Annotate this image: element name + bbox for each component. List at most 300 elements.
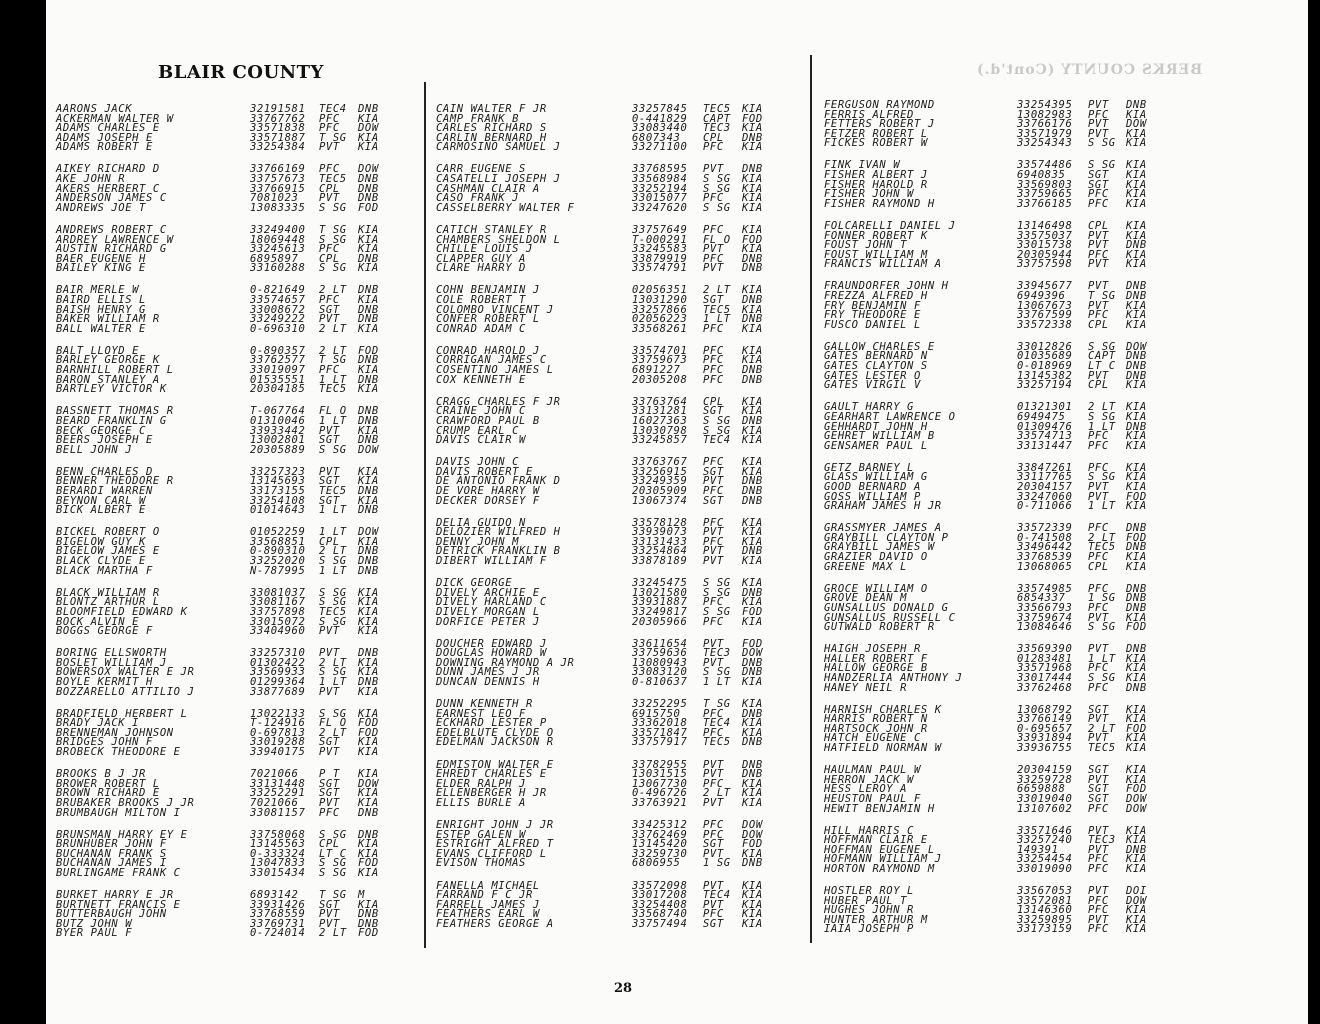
rank: PVT	[319, 625, 340, 638]
status: KIA	[742, 777, 763, 790]
soldier-name: FANELLA MICHAEL	[436, 879, 540, 892]
status: KIA	[742, 284, 763, 297]
service-number: T-067764	[250, 405, 306, 418]
rank: PVT	[703, 243, 724, 256]
status: KIA	[1126, 713, 1147, 726]
status: DNB	[358, 647, 379, 660]
roster-group	[824, 403, 1194, 451]
status: KIA	[742, 405, 763, 418]
service-number: 33257310	[250, 647, 306, 660]
status: KIA	[742, 535, 763, 548]
soldier-name: FEATHERS GEORGE A	[436, 917, 554, 930]
soldier-name: BYER PAUL F	[56, 927, 133, 940]
rank: S SG	[1088, 159, 1116, 172]
rank: CPL	[319, 252, 340, 265]
status: KIA	[742, 526, 763, 539]
rank: PFC	[1088, 248, 1109, 261]
soldier-name: BURTNETT FRANCIS E	[56, 898, 181, 911]
soldier-name: GRAYBILL JAMES W	[824, 541, 935, 554]
service-number: 33019288	[250, 736, 306, 749]
rank: PFC	[319, 112, 340, 125]
service-number: 02056351	[632, 284, 688, 297]
roster-row	[436, 557, 804, 567]
rank: FL O	[319, 405, 347, 418]
status: DNB	[358, 303, 379, 316]
service-number: 20304157	[1017, 481, 1073, 493]
soldier-name: BROOKS B J JR	[56, 768, 146, 781]
service-number: 33252194	[632, 182, 688, 195]
rank: CPL	[1088, 219, 1109, 232]
rank: FL O	[319, 717, 347, 730]
service-number: 33931894	[1017, 732, 1073, 745]
status: DNB	[1126, 681, 1147, 694]
rank: S SG	[319, 857, 347, 870]
roster-row	[436, 796, 804, 809]
rank: TEC5	[319, 485, 347, 497]
soldier-name: BECK GEORGE C	[56, 424, 146, 437]
soldier-name: DIVELY ARCHIE E	[436, 586, 540, 599]
service-number: 33249400	[250, 223, 306, 236]
rank: PVT	[319, 908, 340, 921]
status: FOD	[1126, 531, 1147, 544]
status: KIA	[358, 656, 379, 669]
rank: PFC	[703, 707, 724, 720]
soldier-name: GATES VIRGIL V	[824, 379, 921, 392]
service-number: 7081023	[250, 192, 299, 205]
soldier-name: COLE ROBERT T	[436, 294, 526, 306]
soldier-name: GUTWALD ROBERT R	[824, 621, 935, 634]
rank: S SG	[1088, 410, 1116, 423]
soldier-name: DECKER DORSEY F	[436, 494, 540, 507]
soldier-name: BRENNEMAN JOHNSON	[56, 726, 174, 739]
status: KIA	[1126, 611, 1147, 624]
rank: PVT	[703, 555, 724, 568]
soldier-name: CRAGG CHARLES F JR	[436, 395, 561, 408]
soldier-name: EDMISTON WALTER E	[436, 758, 554, 771]
service-number: 01299364	[250, 676, 306, 688]
rank: S SG	[319, 201, 347, 214]
status: KIA	[358, 796, 379, 809]
status: FOD	[358, 857, 379, 870]
rank: S SG	[703, 577, 731, 590]
soldier-name: BLACK MARTHA F	[56, 564, 153, 577]
rank: 2 LT	[1088, 531, 1116, 544]
soldier-name: FRANCIS WILLIAM A	[824, 258, 942, 271]
rank: SGT	[703, 494, 724, 507]
soldier-name: DELOZIER WILFRED H	[436, 526, 561, 539]
service-number: 33362018	[632, 717, 688, 730]
rank: PVT	[703, 796, 724, 809]
status: DOW	[358, 777, 379, 790]
soldier-name: BAER EUGENE H	[56, 252, 146, 265]
status: KIA	[742, 465, 763, 478]
service-number: 6893142	[250, 889, 299, 902]
service-number: 33575037	[1017, 229, 1073, 242]
status: KIA	[742, 434, 763, 447]
status: KIA	[1126, 401, 1147, 414]
roster-group	[824, 645, 1194, 693]
service-number: 33083440	[632, 122, 688, 135]
service-number: N-787995	[250, 564, 306, 577]
status: DNB	[1126, 239, 1147, 252]
service-number: 33081167	[250, 596, 306, 609]
rank: LT C	[319, 847, 347, 860]
status: KIA	[742, 141, 763, 154]
rank: SGT	[703, 465, 724, 478]
service-number: 6915750	[632, 707, 681, 720]
status: DNB	[742, 414, 763, 427]
status: KIA	[358, 746, 379, 759]
status: KIA	[358, 294, 379, 306]
soldier-name: FOUST WILLIAM M	[824, 248, 928, 261]
soldier-name: ANDREWS ROBERT C	[56, 223, 167, 236]
soldier-name: DORFICE PETER J	[436, 615, 540, 628]
soldier-name: HUNTER ARTHUR M	[824, 913, 928, 926]
soldier-name: BRUNHUBER JOHN F	[56, 838, 167, 851]
soldier-name: BAKER WILLIAM R	[56, 313, 160, 326]
service-number: 33425312	[632, 819, 688, 832]
status: DNB	[1126, 522, 1147, 535]
soldier-name: HATCH EUGENE C	[824, 732, 921, 745]
status: FOD	[742, 112, 763, 125]
rank: PFC	[1088, 197, 1109, 210]
service-number: 33015434	[250, 867, 306, 879]
service-number: 13047833	[250, 857, 306, 870]
rank: PFC	[1088, 461, 1109, 474]
service-number: 33568740	[632, 908, 688, 921]
status: DNB	[358, 564, 379, 577]
roster-group	[56, 105, 416, 153]
service-number: 33249222	[250, 313, 306, 326]
soldier-name: EHREDT CHARLES E	[436, 768, 547, 781]
soldier-name: CARR EUGENE S	[436, 163, 526, 176]
service-number: 13145420	[632, 838, 688, 851]
roster-group	[56, 344, 416, 396]
soldier-name: DICK GEORGE	[436, 577, 513, 590]
roster-row	[436, 264, 804, 274]
status: DOW	[742, 828, 763, 841]
service-number: 33757649	[632, 223, 688, 236]
roster-row	[56, 143, 416, 153]
rank: 1 LT	[319, 676, 347, 688]
rank: TEC5	[319, 605, 347, 618]
service-number: 13067730	[632, 777, 688, 790]
soldier-name: GEHHARDT JOHN H	[824, 420, 928, 433]
service-number: 13031515	[632, 768, 688, 781]
service-number: 13068792	[1017, 703, 1073, 716]
roster-group	[56, 707, 416, 759]
roster-group	[56, 828, 416, 879]
rank: PFC	[703, 141, 724, 154]
soldier-name: ACKERMAN WALTER W	[56, 112, 174, 125]
rank: S SG	[319, 828, 347, 841]
rank: PFC	[319, 806, 340, 819]
service-number: 33173155	[250, 485, 306, 497]
service-number: 01302422	[250, 656, 306, 669]
service-number: 33247060	[1017, 490, 1073, 503]
soldier-name: IAIA JOSEPH P	[824, 923, 914, 936]
roster-row	[436, 615, 804, 628]
status: KIA	[1126, 108, 1147, 121]
service-number: 33131281	[632, 405, 688, 418]
rank: PVT	[1088, 280, 1109, 293]
status: KIA	[358, 424, 379, 437]
roster-row	[824, 439, 1194, 452]
soldier-name: DE ANTONIO FRANK D	[436, 475, 561, 488]
rank: TEC3	[1088, 834, 1116, 847]
rank: PVT	[1088, 490, 1109, 503]
status: KIA	[742, 908, 763, 921]
rank: TEC5	[319, 383, 347, 396]
soldier-name: FARRAND F C JR	[436, 889, 533, 902]
soldier-name: BALT LLOYD E	[56, 344, 140, 357]
roster-row	[824, 623, 1194, 633]
rank: PFC	[703, 819, 724, 832]
rank: PVT	[319, 424, 340, 437]
rank: SGT	[319, 303, 340, 316]
rank: PFC	[319, 163, 340, 176]
service-number: 33569803	[1017, 178, 1073, 191]
soldier-name: ADAMS JOSEPH E	[56, 131, 153, 144]
service-number: 6895897	[250, 252, 299, 265]
rank: PFC	[703, 456, 724, 469]
status: KIA	[358, 494, 379, 507]
status: DNB	[1126, 643, 1147, 656]
soldier-name: FONNER ROBERT K	[824, 229, 928, 242]
service-number: 33757673	[250, 173, 306, 186]
soldier-name: BARTLEY VICTOR K	[56, 383, 167, 396]
service-number: 33758068	[250, 828, 306, 841]
soldier-name: FREZZA ALFRED H	[824, 290, 928, 302]
soldier-name: FISHER RAYMOND H	[824, 197, 935, 210]
soldier-name: BOWERSOX WALTER E JR	[56, 666, 195, 679]
service-number: 13082983	[1017, 108, 1073, 121]
status: KIA	[742, 879, 763, 892]
service-number: 33015077	[632, 192, 688, 205]
rank: PFC	[1088, 923, 1109, 936]
service-number: 33879919	[632, 252, 688, 265]
soldier-name: HEUSTON PAUL F	[824, 792, 921, 805]
service-number: 33940175	[250, 746, 306, 759]
service-number: 33572098	[632, 879, 688, 892]
roster-group	[824, 824, 1194, 875]
service-number: 33766176	[1017, 118, 1073, 131]
soldier-name: BRUMBAUGH MILTON I	[56, 806, 181, 819]
service-number: 33762577	[250, 354, 306, 367]
soldier-name: DIBERT WILLIAM F	[436, 555, 547, 568]
rank: 2 LT	[703, 787, 731, 800]
service-number: 33566793	[1017, 601, 1073, 614]
column-divider-left	[424, 82, 426, 948]
status: KIA	[1126, 500, 1147, 513]
status: KIA	[1126, 430, 1147, 443]
soldier-name: FRY BENJAMIN F	[824, 299, 921, 312]
roster-row	[436, 494, 804, 507]
service-number: 33759665	[1017, 188, 1073, 201]
roster-row	[56, 201, 416, 214]
roster-group	[436, 879, 804, 930]
roster-row	[824, 381, 1194, 391]
rank: PVT	[703, 758, 724, 771]
service-number: 6891227	[632, 364, 681, 377]
roster-group	[436, 758, 804, 809]
rank: 1 LT	[319, 526, 347, 539]
service-number: 33931426	[250, 898, 306, 911]
roster-group	[824, 703, 1194, 755]
status: KIA	[742, 456, 763, 469]
rank: S SG	[703, 586, 731, 599]
status: DOW	[1126, 792, 1147, 805]
rank: TEC4	[703, 434, 731, 447]
service-number: 33877689	[250, 685, 306, 698]
soldier-name: GATES LESTER O	[824, 369, 921, 382]
rank: TEC5	[1088, 742, 1116, 755]
service-number: 33254384	[250, 141, 306, 154]
soldier-name: BOCK ALVIN E	[56, 615, 140, 628]
status: KIA	[358, 465, 379, 478]
status: DOW	[742, 819, 763, 832]
rank: TEC4	[703, 889, 731, 902]
service-number: 33015738	[1017, 239, 1073, 252]
service-number: 7021066	[250, 796, 299, 809]
soldier-name: BRIDGES JOHN F	[56, 736, 153, 749]
rank: S SG	[1088, 672, 1116, 684]
rank: S SG	[319, 586, 347, 599]
rank: PVT	[319, 746, 340, 759]
roster-column-3	[824, 101, 1194, 948]
soldier-name: BICK ALBERT E	[56, 504, 146, 517]
service-number: 33767599	[1017, 309, 1073, 322]
status: DNB	[742, 545, 763, 558]
rank: PVT	[703, 262, 724, 275]
service-number: 33081157	[250, 806, 306, 819]
status: KIA	[742, 354, 763, 367]
service-number: 33763764	[632, 395, 688, 408]
status: DNB	[742, 485, 763, 497]
service-number: 33257866	[632, 303, 688, 316]
soldier-name: CASHMAN CLAIR A	[436, 182, 540, 195]
service-number: 20305944	[1017, 248, 1073, 261]
service-number: 20304159	[1017, 764, 1073, 777]
soldier-name: BOSLET WILLIAM J	[56, 656, 167, 669]
rank: LT C	[1088, 360, 1116, 373]
status: FOD	[1126, 621, 1147, 634]
status: KIA	[358, 787, 379, 800]
rank: PVT	[1088, 258, 1109, 271]
status: KIA	[742, 898, 763, 911]
status: FOD	[358, 726, 379, 739]
soldier-name: ADAMS CHARLES E	[56, 122, 160, 135]
rank: S SG	[703, 414, 731, 427]
soldier-name: BENN CHARLES D	[56, 465, 153, 478]
rank: PFC	[1088, 681, 1109, 694]
rank: S SG	[703, 173, 731, 186]
soldier-name: FETZER ROBERT L	[824, 127, 928, 140]
service-number: 6807343	[632, 131, 681, 144]
service-number: 0-441829	[632, 112, 688, 125]
rank: PFC	[1088, 853, 1109, 866]
soldier-name: FUSCO DANIEL L	[824, 318, 921, 331]
roster-group	[56, 770, 416, 818]
rank: PFC	[703, 908, 724, 921]
service-number: 33008672	[250, 303, 306, 316]
status: DNB	[742, 768, 763, 781]
soldier-name: BENNER THEODORE R	[56, 475, 174, 488]
soldier-name: CORRIGAN JAMES C	[436, 354, 547, 367]
roster-group	[56, 165, 416, 213]
roster-row	[436, 373, 804, 386]
soldier-name: BRADY JACK I	[56, 717, 140, 730]
rank: PFC	[1088, 662, 1109, 675]
soldier-name: GATES BERNARD N	[824, 350, 928, 363]
roster-row	[824, 139, 1194, 149]
roster-row	[56, 443, 416, 456]
rank: 1 LT	[703, 676, 731, 688]
rank: PFC	[319, 243, 340, 256]
service-number: 13145563	[250, 838, 306, 851]
status: KIA	[742, 424, 763, 437]
service-number: 33574701	[632, 344, 688, 357]
status: DOW	[358, 443, 379, 456]
status: KIA	[1126, 742, 1147, 755]
rank: PFC	[319, 294, 340, 306]
service-number: 33568261	[632, 322, 688, 335]
rank: SGT	[319, 736, 340, 749]
rank: PVT	[703, 475, 724, 488]
rank: S SG	[1088, 471, 1116, 484]
rank: PFC	[1088, 439, 1109, 452]
status: FOD	[358, 201, 379, 214]
service-number: 33245857	[632, 434, 688, 447]
service-number: 18069448	[250, 233, 306, 246]
service-number: 0-695657	[1017, 722, 1073, 735]
roster-row	[56, 385, 416, 395]
service-number: 6854337	[1017, 592, 1066, 605]
status: KIA	[358, 666, 379, 679]
service-number: 33081037	[250, 586, 306, 599]
service-number: 33245613	[250, 243, 306, 256]
roster-row	[56, 322, 416, 335]
status: KIA	[1126, 773, 1147, 786]
rank: S SG	[319, 233, 347, 246]
service-number: 7021066	[250, 768, 299, 781]
rank: 2 LT	[1088, 401, 1116, 414]
service-number: 33571847	[632, 726, 688, 739]
rank: TEC5	[703, 303, 731, 316]
soldier-name: ESTRIGHT ALFRED T	[436, 838, 554, 851]
status: KIA	[358, 475, 379, 488]
rank: PVT	[1088, 299, 1109, 312]
service-number: 33117765	[1017, 471, 1073, 484]
soldier-name: DUNCAN DENNIS H	[436, 676, 540, 688]
status: KIA	[1126, 379, 1147, 392]
status: DOW	[358, 526, 379, 539]
service-number: 33567053	[1017, 885, 1073, 898]
soldier-name: HOFFMAN CLAIR E	[824, 834, 928, 847]
rank: PVT	[1088, 773, 1109, 786]
status: DNB	[742, 758, 763, 771]
status: KIA	[358, 707, 379, 720]
soldier-name: DETRICK FRANKLIN B	[436, 545, 561, 558]
service-number: 33256915	[632, 465, 688, 478]
rank: PFC	[319, 122, 340, 135]
status: DNB	[742, 262, 763, 275]
service-number: 33160288	[250, 262, 306, 275]
status: DNB	[358, 908, 379, 921]
status: KIA	[1126, 834, 1147, 847]
status: KIA	[1126, 913, 1147, 926]
roster-group	[436, 700, 804, 748]
